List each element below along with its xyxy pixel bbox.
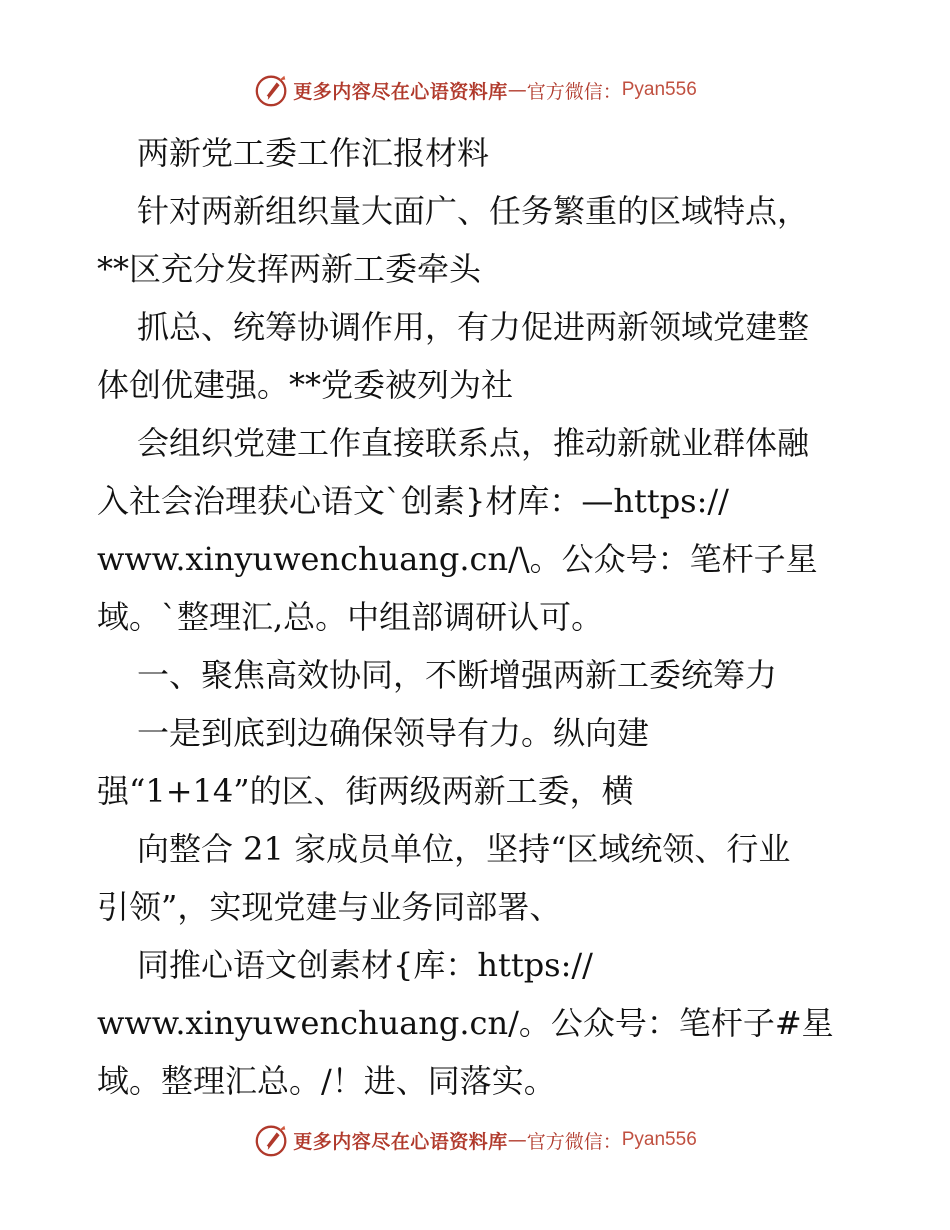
paragraph-line: 抓总、统筹协调作用，有力促进两新领域党建整	[137, 308, 810, 346]
document-body	[97, 124, 897, 1110]
header-watermark-banner	[0, 70, 950, 110]
banner-dash: —	[507, 1129, 527, 1151]
banner-account-text: Pyan556	[621, 79, 697, 100]
banner-account-text: Pyan556	[621, 1129, 697, 1150]
section-heading: 一、聚焦高效协同，不断增强两新工委统筹力	[137, 656, 778, 694]
banner-dash: —	[507, 79, 527, 101]
footer-watermark-banner	[0, 1120, 950, 1160]
banner-lead-text: 更多内容尽在心语资料库	[293, 80, 508, 103]
banner-official-text: 官方微信：	[526, 1130, 622, 1153]
brand-logo-icon	[253, 1121, 291, 1159]
paragraph-line: 体创优建强。**党委被列为社	[97, 366, 514, 404]
paragraph-line: 会组织党建工作直接联系点，推动新就业群体融	[137, 424, 810, 462]
paragraph-line: 向整合 21 家成员单位，坚持“区域统领、行业	[137, 830, 791, 868]
paragraph-line: 一是到底到边确保领导有力。纵向建	[137, 714, 650, 752]
paragraph-line: 强“1+14”的区、街两级两新工委，横	[97, 772, 634, 810]
banner-lead-text: 更多内容尽在心语资料库	[293, 1130, 508, 1153]
paragraph-line: **区充分发挥两新工委牵头	[97, 250, 482, 288]
paragraph-line: 域。整理汇总。/！进、同落实。	[97, 1062, 556, 1100]
paragraph-line: 入社会治理获心语文`创素}材库：—https://	[97, 482, 729, 520]
banner-official-text: 官方微信：	[526, 80, 622, 103]
paragraph-line: 引领”，实现党建与业务同部署、	[97, 888, 562, 926]
paragraph-line: www.xinyuwenchuang.cn/\。公众号：笔杆子星	[97, 540, 818, 578]
document-title: 两新党工委工作汇报材料	[137, 134, 490, 172]
paragraph-line: 同推心语文创素材{库：https://	[137, 946, 593, 984]
paragraph-line: www.xinyuwenchuang.cn/。公众号：笔杆子#星	[97, 1004, 834, 1042]
brand-logo-icon	[253, 71, 291, 109]
paragraph-line: 针对两新组织量大面广、任务繁重的区域特点，	[137, 192, 810, 230]
paragraph-line: 域。`整理汇,总。中组部调研认可。	[97, 598, 604, 636]
